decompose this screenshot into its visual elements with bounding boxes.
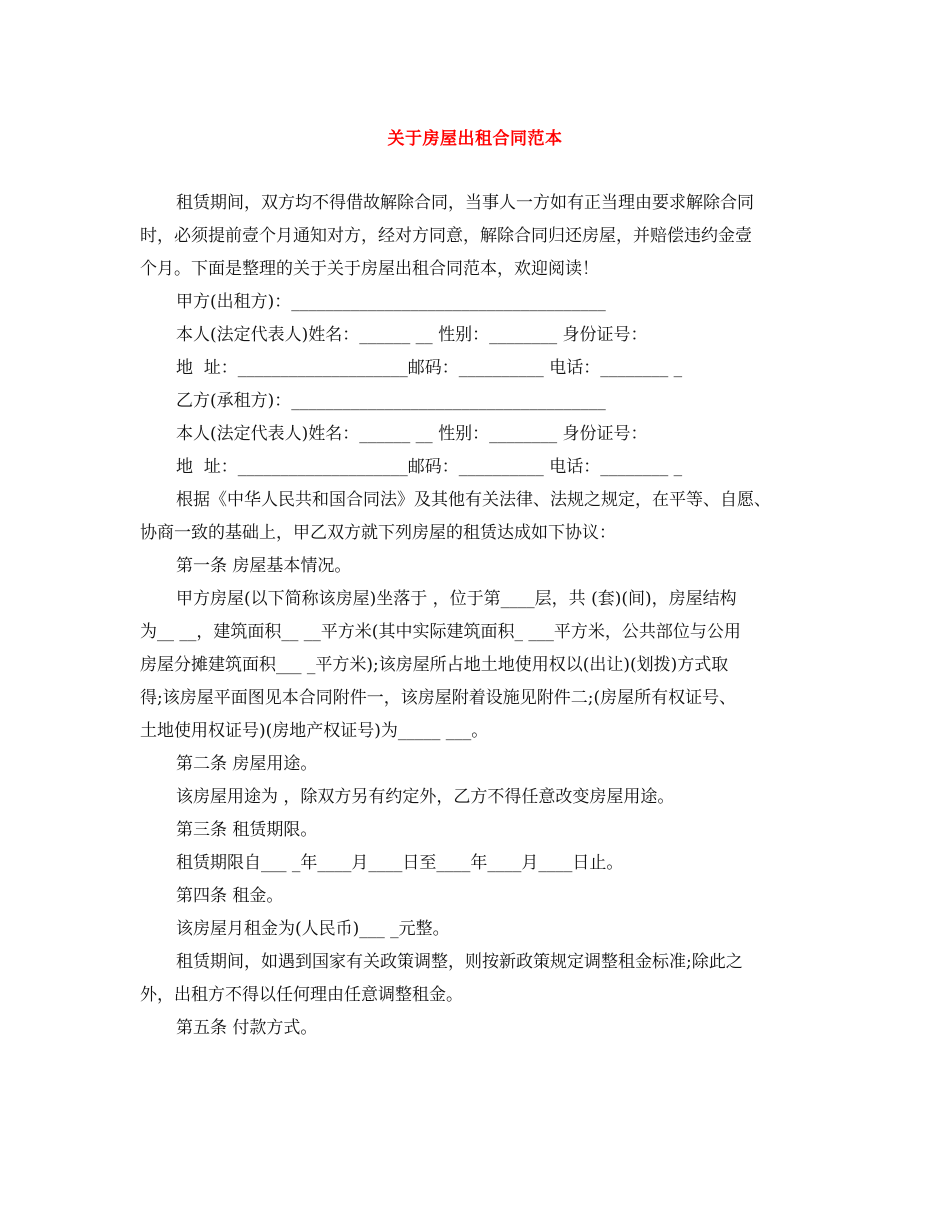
article-4-heading: 第四条 租金。 (176, 886, 284, 906)
article-1-heading: 第一条 房屋基本情况。 (176, 556, 352, 576)
body-line-13: 甲方房屋(以下简称该房屋)坐落于 ，位于第____层，共 (套)(间)，房屋结构 (176, 589, 737, 609)
article-2-heading: 第二条 房屋用途。 (176, 754, 318, 774)
article-5-heading: 第五条 付款方式。 (176, 1018, 318, 1038)
party-a-address-line: 地 址：____________________邮码：__________ 电话：________ _ (176, 358, 683, 378)
body-line-1: 租赁期间，双方均不得借故解除合同，当事人一方如有正当理由要求解除合同 (176, 193, 754, 213)
body-line-3: 个月。下面是整理的关于关于房屋出租合同范本，欢迎阅读！ (140, 259, 599, 279)
body-line-2: 时，必须提前壹个月通知对方，经对方同意，解除合同归还房屋，并赔偿违约金壹 (140, 226, 752, 246)
body-line-21: 租赁期限自___ _年____月____日至____年____月____日止。 (176, 853, 624, 873)
body-line-24: 租赁期间，如遇到国家有关政策调整，则按新政策规定调整租金标准;除此之 (176, 952, 743, 972)
body-line-17: 土地使用权证号)(房地产权证号)为_____ ___。 (140, 721, 489, 741)
body-line-19: 该房屋用途为 ，除双方另有约定外，乙方不得任意改变房屋用途。 (176, 787, 675, 807)
party-b-address-line: 地 址：____________________邮码：__________ 电话：________ _ (176, 457, 683, 477)
party-b-line: 乙方(承租方)：_____________________________________ (176, 391, 606, 411)
body-line-10: 根据《中华人民共和国合同法》及其他有关法律、法规之规定，在平等、自愿、 (176, 490, 771, 510)
document-body (140, 187, 815, 1045)
body-line-15: 房屋分摊建筑面积___ _平方米);该房屋所占地土地使用权以(出让)(划拨)方式取 (140, 655, 729, 675)
body-line-16: 得;该房屋平面图见本合同附件一，该房屋附着设施见附件二;(房屋所有权证号、 (140, 688, 737, 708)
article-3-heading: 第三条 租赁期限。 (176, 820, 318, 840)
party-b-representative-line: 本人(法定代表人)姓名：______ __ 性别：________ 身份证号： (176, 424, 648, 444)
document-title: 关于房屋出租合同范本 (387, 129, 563, 149)
party-a-line: 甲方(出租方)：_____________________________________ (176, 292, 606, 312)
body-line-14: 为__ __，建筑面积__ __平方米(其中实际建筑面积_ ___平方米，公共部位与公用 (140, 622, 741, 642)
body-line-25: 外，出租方不得以任何理由任意调整租金。 (140, 985, 463, 1005)
body-line-23: 该房屋月租金为(人民币)___ _元整。 (176, 919, 450, 939)
party-a-representative-line: 本人(法定代表人)姓名：______ __ 性别：________ 身份证号： (176, 325, 648, 345)
body-line-11: 协商一致的基础上，甲乙双方就下列房屋的租赁达成如下协议： (140, 523, 616, 543)
